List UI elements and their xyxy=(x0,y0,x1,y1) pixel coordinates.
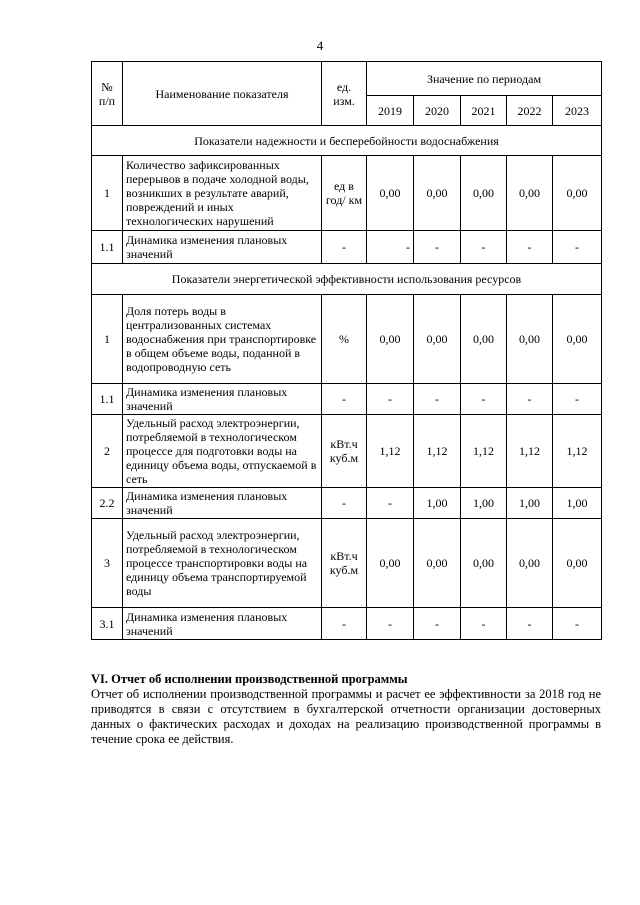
header-year: 2021 xyxy=(461,96,507,126)
row-value: - xyxy=(367,231,414,264)
row-unit: - xyxy=(322,231,367,264)
row-value: 1,12 xyxy=(367,415,414,488)
row-value: - xyxy=(367,384,414,415)
row-unit: кВт.ч куб.м xyxy=(322,519,367,608)
header-name: Наименование показателя xyxy=(123,62,322,126)
header-year: 2019 xyxy=(367,96,414,126)
table-row xyxy=(92,231,602,264)
table-row xyxy=(92,519,602,608)
row-name: Количество зафиксированных перерывов в подаче холодной воды, возникших в результате аварий, повреждений и иных технологических нарушений xyxy=(123,156,322,231)
table-row xyxy=(92,415,602,488)
section-row-energy-efficiency xyxy=(92,264,602,295)
section-title: Показатели надежности и бесперебойности водоснабжения xyxy=(92,126,602,156)
row-name: Динамика изменения плановых значений xyxy=(123,231,322,264)
row-value: - xyxy=(461,384,507,415)
row-num: 1 xyxy=(92,156,123,231)
row-value: 0,00 xyxy=(553,156,602,231)
row-value: - xyxy=(553,384,602,415)
header-num: № п/п xyxy=(92,62,123,126)
row-value: - xyxy=(553,231,602,264)
row-value: - xyxy=(507,231,553,264)
row-num: 3 xyxy=(92,519,123,608)
header-year: 2023 xyxy=(553,96,602,126)
row-num: 2 xyxy=(92,415,123,488)
page-number: 4 xyxy=(316,38,324,53)
table-header-row xyxy=(92,62,602,96)
row-value: - xyxy=(461,608,507,640)
row-value: 1,00 xyxy=(414,488,461,519)
row-name: Динамика изменения плановых значений xyxy=(123,608,322,640)
row-unit: - xyxy=(322,384,367,415)
section-paragraph: Отчет об исполнении производственной программы и расчет ее эффективности за 2018 год не приводятся в связи с отсутствием в бухгалтерской отчетности организации достоверных данных о фактических расходах и доходах на реализацию производственной программы в течение срока ее действия. xyxy=(91,687,601,746)
table-row xyxy=(92,488,602,519)
row-value: - xyxy=(553,608,602,640)
row-value: 0,00 xyxy=(461,519,507,608)
row-value: 1,12 xyxy=(414,415,461,488)
row-value: 1,00 xyxy=(507,488,553,519)
row-name: Динамика изменения плановых значений xyxy=(123,488,322,519)
row-value: 0,00 xyxy=(367,519,414,608)
row-value: - xyxy=(367,488,414,519)
row-name: Доля потерь воды в централизованных системах водоснабжения при транспортировке в общем объеме воды, поданной в водопроводную сеть xyxy=(123,295,322,384)
row-value: 0,00 xyxy=(461,295,507,384)
row-num: 3.1 xyxy=(92,608,123,640)
row-value: 0,00 xyxy=(553,295,602,384)
row-name: Удельный расход электроэнергии, потребляемой в технологическом процессе транспортировки воды на единицу объема транспортируемой воды xyxy=(123,519,322,608)
row-num: 1.1 xyxy=(92,231,123,264)
row-value: 1,12 xyxy=(461,415,507,488)
row-name: Динамика изменения плановых значений xyxy=(123,384,322,415)
table-row xyxy=(92,156,602,231)
row-name: Удельный расход электроэнергии, потребляемой в технологическом процессе для подготовки воды на единицу объема воды, отпускаемой в сеть xyxy=(123,415,322,488)
row-value: - xyxy=(367,608,414,640)
row-value: 1,00 xyxy=(461,488,507,519)
header-year: 2022 xyxy=(507,96,553,126)
row-value: 0,00 xyxy=(507,295,553,384)
row-value: 0,00 xyxy=(507,156,553,231)
row-unit: - xyxy=(322,488,367,519)
row-value: 0,00 xyxy=(367,156,414,231)
row-num: 1 xyxy=(92,295,123,384)
header-unit: ед. изм. xyxy=(322,62,367,126)
row-value: - xyxy=(507,384,553,415)
row-value: 0,00 xyxy=(507,519,553,608)
row-value: 0,00 xyxy=(414,156,461,231)
section-title: Показатели энергетической эффективности использования ресурсов xyxy=(92,264,602,295)
row-value: - xyxy=(414,384,461,415)
row-value: 0,00 xyxy=(461,156,507,231)
row-value: 1,12 xyxy=(507,415,553,488)
row-value: 0,00 xyxy=(367,295,414,384)
table-row xyxy=(92,295,602,384)
row-value: 1,12 xyxy=(553,415,602,488)
row-value: 0,00 xyxy=(414,519,461,608)
row-value: 0,00 xyxy=(414,295,461,384)
row-value: - xyxy=(461,231,507,264)
row-value: 0,00 xyxy=(553,519,602,608)
row-num: 2.2 xyxy=(92,488,123,519)
row-value: 1,00 xyxy=(553,488,602,519)
section-row-reliability xyxy=(92,126,602,156)
row-num: 1.1 xyxy=(92,384,123,415)
row-value: - xyxy=(507,608,553,640)
row-unit: - xyxy=(322,608,367,640)
header-year: 2020 xyxy=(414,96,461,126)
row-unit: кВт.ч куб.м xyxy=(322,415,367,488)
row-unit: % xyxy=(322,295,367,384)
indicators-table xyxy=(91,61,602,640)
table-row xyxy=(92,608,602,640)
row-value: - xyxy=(414,231,461,264)
row-unit: ед в год/ км xyxy=(322,156,367,231)
table-row xyxy=(92,384,602,415)
row-value: - xyxy=(414,608,461,640)
section-heading: VI. Отчет об исполнении производственной программы xyxy=(91,672,408,686)
header-periods: Значение по периодам xyxy=(367,62,602,96)
